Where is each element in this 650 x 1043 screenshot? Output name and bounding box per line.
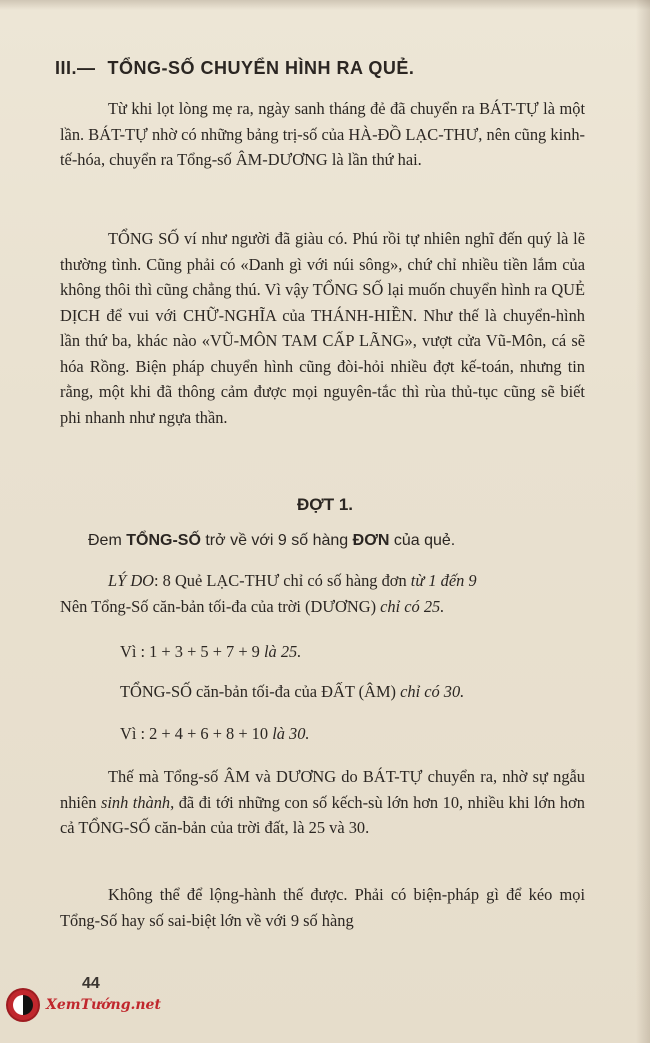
watermark bbox=[8, 990, 161, 1020]
formula-heaven: Vì : 1 + 3 + 5 + 7 + 9 là 25. bbox=[120, 642, 302, 661]
reason-label: LÝ DO bbox=[108, 571, 155, 590]
heading-number: III.— bbox=[55, 58, 96, 78]
heading-title: TỔNG-SỐ CHUYỂN HÌNH RA QUẺ. bbox=[107, 58, 415, 78]
paragraph-2: TỔNG SỐ ví như người đã giàu có. Phú rồi tự nhiên nghĩ đến quý là lẽ thường tình. Cũng phải có «Danh gì với núi sông», chứ chỉ nhiều tiền lắm của không thôi thì cũng chẳng thú. Vì vậy TỔNG SỐ lại muốn chuyển hình ra QUẺ DỊCH để vui với CHỮ-NGHĨA của THÁNH-HIỀN. Như thế là chuyển-hình lần thứ ba, khác nào «VŨ-MÔN TAM CẤP LÃNG», vượt cửa Vũ-Môn, cá sẽ hóa Rồng. Biện pháp chuyển hình cũng đòi-hỏi nhiều đợt kế-toán, nhưng tin rằng, một khi đã thông cảm được mọi nguyên-tắc thì rùa thủ-tục cũng sẽ biết phi nhanh như ngựa thần. bbox=[60, 229, 585, 427]
formula-earth: Vì : 2 + 4 + 6 + 8 + 10 là 30. bbox=[120, 724, 310, 743]
section-title: ĐỢT 1. bbox=[296, 495, 354, 514]
earth-total-line: TỔNG-SỐ căn-bản tối-đa của ĐẤT (ÂM) chỉ có 30. bbox=[120, 682, 465, 701]
reason-block: LÝ DO: 8 Quẻ LẠC-THƯ chỉ có số hàng đơn từ 1 đến 9 Nên Tổng-Số căn-bản tối-đa của trời (DƯƠNG) chỉ có 25. bbox=[60, 571, 477, 616]
paragraph-4: Không thể để lộng-hành thế được. Phải có biện-pháp gì để kéo mọi Tổng-Số hay số sai-biệt lớn về với 9 số hàng bbox=[60, 885, 585, 930]
paragraph-1: Từ khi lọt lòng mẹ ra, ngày sanh tháng đẻ đã chuyển ra BÁT-TỰ là một lần. BÁT-TỰ nhờ có những bảng trị-số của HÀ-ĐỒ LẠC-THƯ, nên cũng kinh-tế-hóa, chuyển ra Tổng-số ÂM-DƯƠNG là lần thứ hai. bbox=[60, 99, 585, 169]
page-top-shadow bbox=[0, 0, 650, 10]
paragraph-3: Thế mà Tổng-số ÂM và DƯƠNG do BÁT-TỰ chuyển ra, nhờ sự ngẫu nhiên sinh thành, đã đi tới những con số kếch-sù lớn hơn 10, nhiều khi lớn hơn cả TỔNG-SỐ căn-bản của trời đất, là 25 và 30. bbox=[60, 767, 585, 837]
watermark-text: XemTướng.net bbox=[46, 997, 161, 1013]
chapter-heading bbox=[55, 58, 595, 79]
rule-line: Đem TỔNG-SỐ trở về với 9 số hàng ĐƠN của quẻ. bbox=[88, 532, 456, 549]
yin-yang-icon bbox=[8, 990, 38, 1020]
page-number: 44 bbox=[82, 975, 100, 992]
page-right-shadow bbox=[636, 0, 650, 1043]
